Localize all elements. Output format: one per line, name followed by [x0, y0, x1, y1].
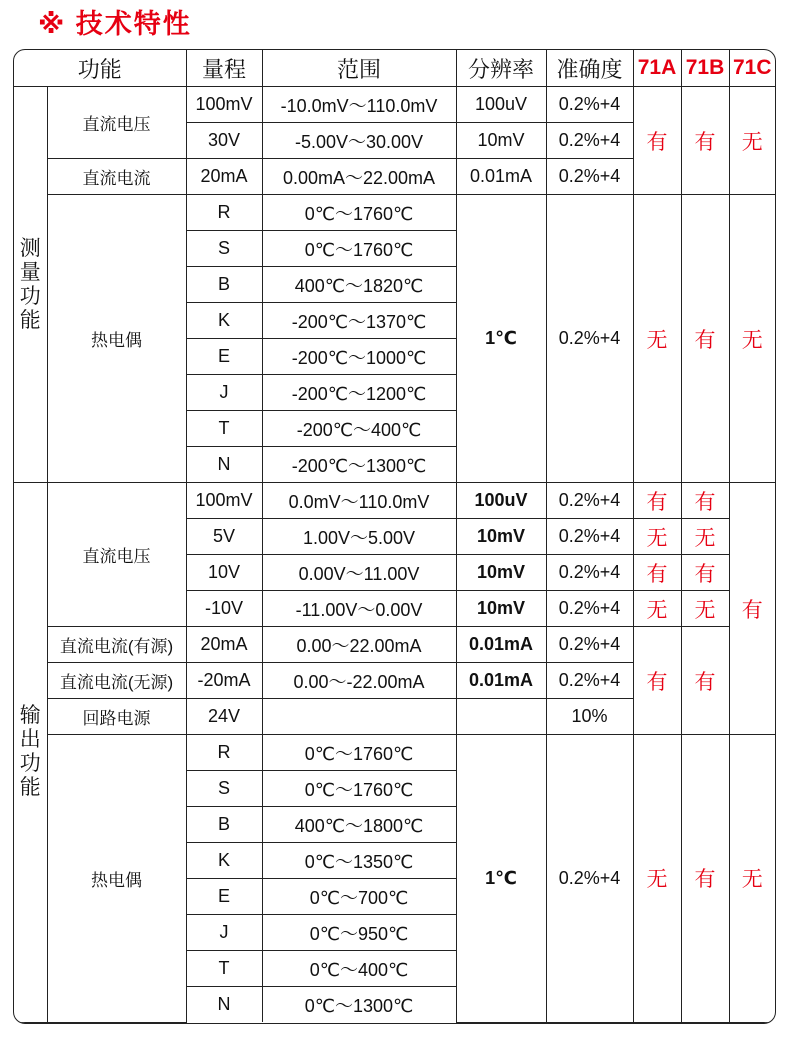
range-cell: T [186, 951, 262, 987]
range-cell: B [186, 267, 262, 303]
model-71a-availability: 无 [633, 735, 681, 1023]
span-cell: 0℃～1760℃ [262, 735, 456, 771]
range-cell: N [186, 987, 262, 1023]
range-cell: 10V [186, 555, 262, 591]
range-cell: -10V [186, 591, 262, 627]
range-cell: E [186, 879, 262, 915]
accuracy-cell: 0.2%+4 [546, 663, 633, 699]
range-cell: B [186, 807, 262, 843]
resolution-cell: 0.01mA [456, 627, 546, 663]
span-cell: 0℃～1760℃ [262, 195, 456, 231]
span-cell: 0.00V～11.00V [262, 555, 456, 591]
span-cell: -200℃～1370℃ [262, 303, 456, 339]
range-cell: T [186, 411, 262, 447]
span-cell: 0.00～22.00mA [262, 627, 456, 663]
model-71c-availability: 无 [729, 87, 775, 195]
function-label: 直流电流 [47, 159, 186, 195]
model-71a-availability: 有 [633, 87, 681, 195]
accuracy-cell: 0.2%+4 [546, 519, 633, 555]
range-cell: 20mA [186, 159, 262, 195]
span-cell: 0℃～1300℃ [262, 987, 456, 1023]
function-label: 热电偶 [47, 195, 186, 483]
range-cell: 100mV [186, 87, 262, 123]
range-cell: R [186, 735, 262, 771]
table-row [14, 195, 775, 231]
accuracy-cell: 0.2%+4 [546, 87, 633, 123]
model-71b-availability: 有 [681, 483, 729, 519]
span-cell: -200℃～1000℃ [262, 339, 456, 375]
span-cell: -10.0mV～110.0mV [262, 87, 456, 123]
range-cell: R [186, 195, 262, 231]
table-row [14, 735, 775, 771]
range-cell: 20mA [186, 627, 262, 663]
model-71b-availability: 有 [681, 735, 729, 1023]
function-label: 直流电压 [47, 483, 186, 627]
range-cell: 100mV [186, 483, 262, 519]
spec-table-body [14, 87, 775, 1023]
function-label: 直流电流(无源) [47, 663, 186, 699]
span-cell: -5.00V～30.00V [262, 123, 456, 159]
resolution-cell: 10mV [456, 591, 546, 627]
model-71c-availability: 无 [729, 735, 775, 1023]
section-title: ※ 技术特性 [38, 9, 192, 39]
span-cell: 0.00mA～22.00mA [262, 159, 456, 195]
model-71a-availability: 无 [633, 195, 681, 483]
model-71b-availability: 无 [681, 519, 729, 555]
range-cell: K [186, 843, 262, 879]
section-label: 输出功能 [14, 483, 47, 1023]
accuracy-cell: 0.2%+4 [546, 627, 633, 663]
range-cell: J [186, 375, 262, 411]
model-71c-availability: 无 [729, 195, 775, 483]
resolution-cell: 1℃ [456, 735, 546, 1023]
accuracy-cell: 0.2%+4 [546, 555, 633, 591]
span-cell: 0℃～1760℃ [262, 771, 456, 807]
span-cell: 400℃～1800℃ [262, 807, 456, 843]
table-row [14, 483, 775, 519]
model-71b-availability: 有 [681, 627, 729, 735]
spec-table [14, 50, 775, 1023]
range-cell: 24V [186, 699, 262, 735]
model-71b-availability: 无 [681, 591, 729, 627]
function-label: 直流电压 [47, 87, 186, 159]
range-cell: N [186, 447, 262, 483]
resolution-cell: 0.01mA [456, 159, 546, 195]
accuracy-cell: 0.2%+4 [546, 483, 633, 519]
header-71a: 71A [633, 50, 681, 87]
resolution-cell: 10mV [456, 519, 546, 555]
model-71b-availability: 有 [681, 87, 729, 195]
accuracy-cell: 0.2%+4 [546, 123, 633, 159]
resolution-cell: 0.01mA [456, 663, 546, 699]
span-cell: 0.00～-22.00mA [262, 663, 456, 699]
table-row [14, 87, 775, 123]
span-cell: 0℃～1760℃ [262, 231, 456, 267]
range-cell: 30V [186, 123, 262, 159]
span-cell: 0℃～700℃ [262, 879, 456, 915]
span-cell: 0℃～400℃ [262, 951, 456, 987]
resolution-cell: 10mV [456, 555, 546, 591]
range-cell: S [186, 231, 262, 267]
span-cell: 1.00V～5.00V [262, 519, 456, 555]
model-71c-availability: 有 [729, 483, 775, 735]
header-range: 量程 [186, 50, 262, 87]
function-label: 热电偶 [47, 735, 186, 1023]
resolution-cell [456, 699, 546, 735]
resolution-cell: 1℃ [456, 195, 546, 483]
accuracy-cell: 0.2%+4 [546, 591, 633, 627]
span-cell: 0℃～1350℃ [262, 843, 456, 879]
header-accuracy: 准确度 [546, 50, 633, 87]
header-function: 功能 [14, 50, 186, 87]
model-71a-availability: 无 [633, 591, 681, 627]
model-71a-availability: 有 [633, 627, 681, 735]
table-row [14, 627, 775, 663]
header-row [14, 50, 775, 87]
function-label: 回路电源 [47, 699, 186, 735]
span-cell: 0℃～950℃ [262, 915, 456, 951]
accuracy-cell: 10% [546, 699, 633, 735]
section-label: 测量功能 [14, 87, 47, 483]
resolution-cell: 100uV [456, 483, 546, 519]
accuracy-cell: 0.2%+4 [546, 195, 633, 483]
model-71b-availability: 有 [681, 555, 729, 591]
span-cell: -200℃～1200℃ [262, 375, 456, 411]
model-71b-availability: 有 [681, 195, 729, 483]
header-span: 范围 [262, 50, 456, 87]
accuracy-cell: 0.2%+4 [546, 159, 633, 195]
range-cell: -20mA [186, 663, 262, 699]
header-71b: 71B [681, 50, 729, 87]
resolution-cell: 100uV [456, 87, 546, 123]
span-cell: 400℃～1820℃ [262, 267, 456, 303]
resolution-cell: 10mV [456, 123, 546, 159]
function-label: 直流电流(有源) [47, 627, 186, 663]
range-cell: K [186, 303, 262, 339]
span-cell: -11.00V～0.00V [262, 591, 456, 627]
span-cell: -200℃～400℃ [262, 411, 456, 447]
accuracy-cell: 0.2%+4 [546, 735, 633, 1023]
range-cell: 5V [186, 519, 262, 555]
model-71a-availability: 有 [633, 483, 681, 519]
range-cell: E [186, 339, 262, 375]
header-71c: 71C [729, 50, 775, 87]
span-cell: -200℃～1300℃ [262, 447, 456, 483]
range-cell: J [186, 915, 262, 951]
model-71a-availability: 有 [633, 555, 681, 591]
spec-table-container [13, 49, 776, 1024]
model-71a-availability: 无 [633, 519, 681, 555]
header-resolution: 分辨率 [456, 50, 546, 87]
span-cell [262, 699, 456, 735]
span-cell: 0.0mV～110.0mV [262, 483, 456, 519]
range-cell: S [186, 771, 262, 807]
